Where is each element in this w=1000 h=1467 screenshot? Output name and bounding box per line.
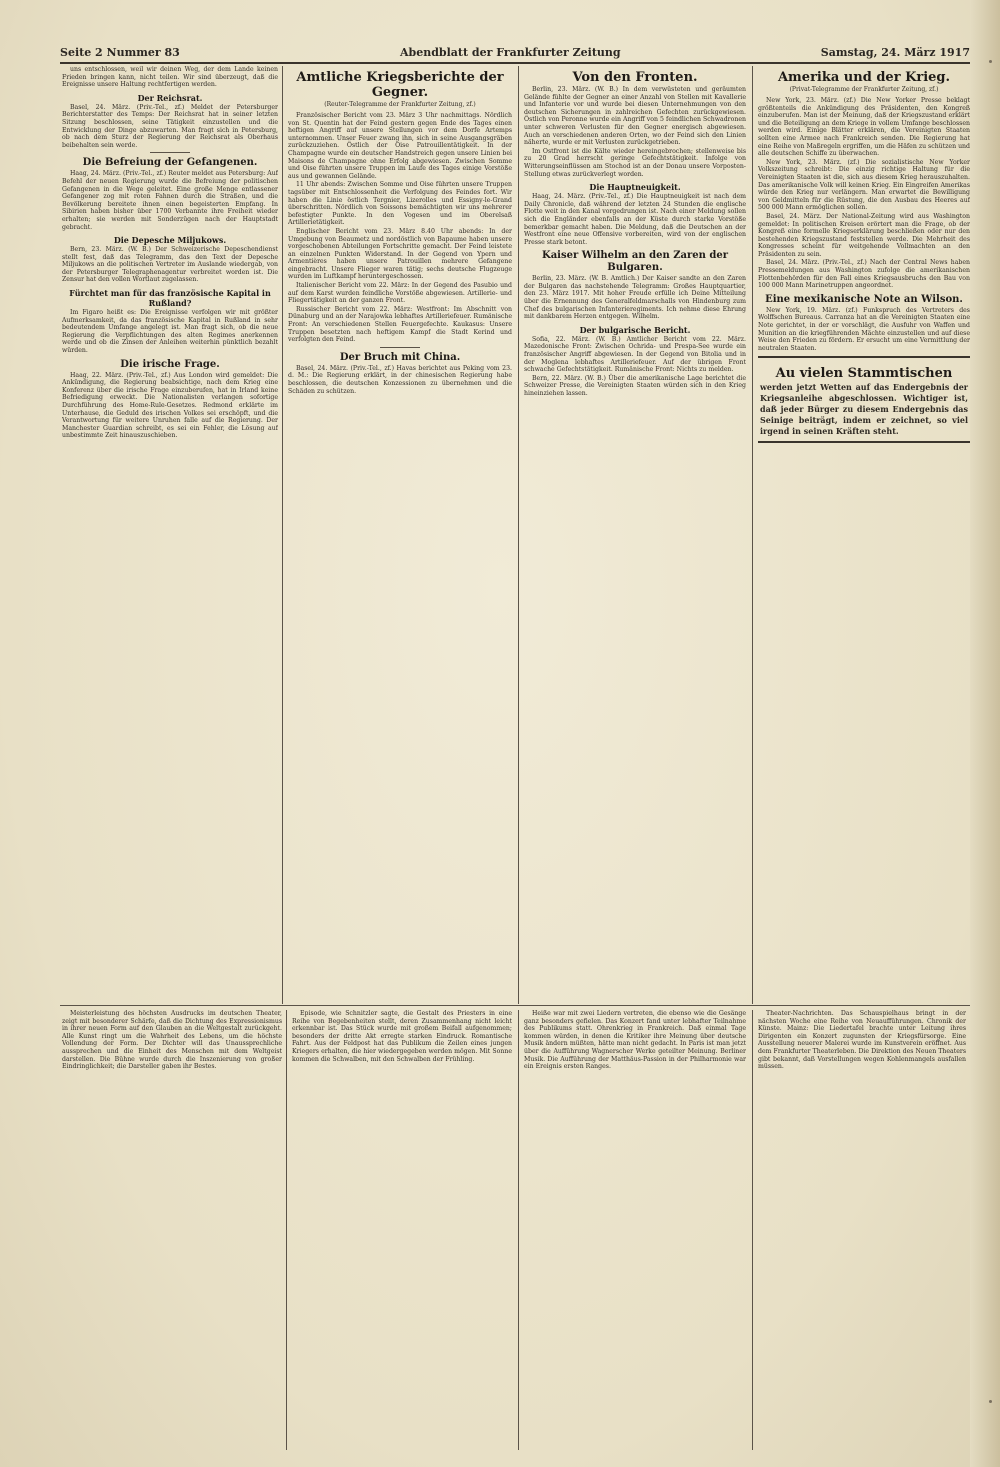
column-divider: [752, 66, 753, 1004]
article-heading: Der Reichsrat.: [137, 92, 203, 103]
article-subheading: (Reuter-Telegramme der Frankfurter Zeitung, zf.): [324, 101, 476, 108]
article-text: Basel, 24. März. (Priv.-Tel., zf.) Havas berichtet aus Peking vom 23. d. M.: Die Regierung erklärt, in der chinesischen Regierung habe beschlossen, die deutschen Konzessionen zu übernehmen und die Schäden zu schützen.: [288, 364, 512, 395]
article-heading: Der bulgarische Bericht.: [579, 324, 691, 335]
article-text: Haag, 24. März. (Priv.-Tel., zf.) Reuter meldet aus Petersburg: Auf Befehl der neuen Regierung wurde die Befreiung der politischen Gefangenen in die Wege geleitet. Eine große Menge entlassener Gefangener zog mit roten Fahnen durch die Straßen, und die Bevölkerung bereitete ihnen einen begeisterten Empfang. In Sibirien haben bisher über 1700 Verbannte ihre Freiheit wieder erhalten; sie werden mit Sonderzügen nach der Hauptstadt gebracht.: [62, 170, 278, 231]
war-loan-notice: [758, 356, 970, 443]
article-text: Berlin, 23. März. (W. B. Amtlich.) Der Kaiser sandte an den Zaren der Bulgaren das nachstehende Telegramm: Großes Hauptquartier, den 23. März 1917. Mit hoher Freude erfülle ich Deine Mitteilung über die Ernennung des Generalfeldmarschalls von Hindenburg zum Chef des bulgarischen Infanterieregiments. Ich nehme diese Ehrung mit dankbarem Herzen entgegen. Wilhelm.: [524, 275, 746, 321]
feuilleton-column-2: [292, 1010, 512, 1450]
binding-hole: [989, 1400, 992, 1403]
article-text: Russischer Bericht vom 22. März: Westfront: Im Abschnitt von Dünaburg und an der Narajowka lebhaftes Artilleriefeuer. Rumänische Front: An verschiedenen Stellen Feuergefechte. Kaukasus: Unsere Truppen besetzten nach heftigem Kampf die Stadt Kerind und verfolgten den Feind.: [288, 305, 512, 344]
article-text: Haag, 24. März. (Priv.-Tel., zf.) Die Hauptneuigkeit ist nach dem Daily Chronicle, daß während der letzten 24 Stunden die englische Flotte weit in den Kanal vorgedrungen ist. Nach einer Meldung sollen sich die Engländer ebenfalls an der Küste durch starke Vorstöße bemerkbar gemacht haben. Die Meldung, daß die Deutschen an der Westfront eine neue Offensive vorbereiten, wird von der englischen Presse stark betont.: [524, 193, 746, 246]
article-heading: Eine mexikanische Note an Wilson.: [765, 293, 963, 305]
divider: [150, 152, 190, 153]
feuilleton-column-3: [524, 1010, 746, 1450]
article-text: Im Figaro heißt es: Die Ereignisse verfolgen wir mit größter Aufmerksamkeit, da das französische Kapital in Rußland in sehr bedeutendem Umfange angelegt ist. Man fragt sich, ob die neue Regierung die Verpflichtungen des alten Regimes anerkennen werde und ob die Zinsen der Anleihen weiterhin pünktlich bezahlt würden.: [62, 309, 278, 355]
page-edge: [970, 0, 1000, 1467]
article-heading: Die Befreiung der Gefangenen.: [82, 157, 258, 169]
newspaper-title: Abendblatt der Frankfurter Zeitung: [400, 46, 621, 59]
article-text: Berlin, 23. März. (W. B.) In dem verwüsteten und geräumten Gelände fühlte der Gegner an einer Anzahl von Stellen mit Kavallerie und Infanterie vor und wurde bei diesen Unternehmungen von den deutschen Sicherungen in zahlreichen Gefechten zurückgewiesen. Östlich von Peronne wurde ein Angriff von 5 feindlichen Schwadronen unter schweren Verlusten für den Gegner energisch abgewiesen. Auch an verschiedenen anderen Orten, wo der Feind sich den Linien näherte, wurde er mit Verlusten zurückgetrieben.: [524, 86, 746, 147]
article-heading: Amerika und der Krieg.: [777, 70, 951, 85]
column-2: [288, 66, 512, 1001]
column-divider: [518, 1010, 519, 1450]
article-text: Im Ostfront ist die Kälte wieder hereingebrochen; stellenweise bis zu 20 Grad herrscht geringe Gefechtstätigkeit. Infolge von Witterungseinflüssen am Stochod ist an der Donau unsere Vorposten-Stellung etwas zurückverlegt worden.: [524, 147, 746, 178]
article-subheading: (Privat-Telegramme der Frankfurter Zeitung, zf.): [789, 86, 939, 93]
article-text: Basel, 24. März. (Priv.-Tel., zf.) Nach der Central News haben Pressemeldungen aus Washington zufolge die amerikanischen Flottenbehörden für den Fall eines Kriegsausbruchs den Bau von 100 000 Mann Marinetruppen angeordnet.: [758, 259, 970, 290]
divider: [380, 347, 420, 348]
article-heading: Die irische Frage.: [120, 358, 220, 370]
column-1: [62, 66, 278, 1001]
article-text: Französischer Bericht vom 23. März 3 Uhr nachmittags. Nördlich von St. Quentin hat der Feind gestern gegen Ende des Tages einen heftigen Angriff auf unsere Stellungen vor dem Dorfe Artemps unternommen. Unser Feuer zwang ihn, sich in seine Ausgangsgräben zurückzuziehen. Östlich der Oise Patrouillentätigkeit. In der Champagne wurde ein deutscher Handstreich gegen unsere Linien bei Maisons de Champagne ohne Erfolg abgewiesen. Zwischen Somme und Oise führten unsere Truppen im Laufe des Tages einige Vorstöße aus und gewannen Gelände.: [288, 112, 512, 180]
article-text: New York, 23. März. (zf.) Die sozialistische New Yorker Volkszeitung schreibt: Die einzig richtige Haltung für die Vereinigten Staaten ist die, sich aus diesem Krieg herauszuhalten. Das amerikanische Volk will keinen Krieg. Ein Eingreifen Amerikas würde den Krieg nur verlängern. Man erwartet die Bewilligung von Geldmitteln für die Rüstung, die den Ausbau des Heeres auf 500 000 Mann ermöglichen sollen.: [758, 158, 970, 212]
article-text: Bern, 23. März. (W. B.) Der Schweizerische Depeschendienst stellt fest, daß das Telegramm, das den Text der Depesche Miljukows an die politischen Vertreter im Auslande wiedergab, von der Petersburger Telegraphenagentur verbreitet worden ist. Die Zensur hat den vollen Wortlaut zugelassen.: [62, 246, 278, 284]
column-4: [758, 66, 970, 1001]
article-heading: Von den Fronten.: [572, 70, 698, 85]
issue-date: Samstag, 24. März 1917: [820, 46, 970, 59]
column-divider: [518, 66, 519, 1004]
article-heading: Die Depesche Miljukows.: [113, 235, 227, 246]
feuilleton-column-4: [758, 1010, 966, 1450]
article-text: Heiße war mit zwei Liedern vertreten, die ebenso wie die Gesänge ganz besonders gefielen. Das Konzert fand unter lebhafter Teilnahme des Publikums statt. Ohrenkrieg in Frankreich. Daß einmal Tage kommen würden, in denen die Kritiker ihre Meinung über deutsche Musik ändern müßten, hätte man nicht gedacht. In Paris ist man jetzt über die Aufführung Wagnerscher Werke geteilter Meinung. Berliner Musik. Die Aufführung der Matthäus-Passion in der Philharmonie war ein Ereignis ersten Ranges.: [524, 1010, 746, 1071]
article-text: Meisterleistung des höchsten Ausdrucks im deutschen Theater, zeigt mit besonderer Schärfe, daß die Dichtung des Expressionismus in ihrer neuen Form auf den Glauben an die Weltgestalt zurückgeht. Alle Kunst ringt um die Wahrheit des Lebens, um die höchste Vollendung der Form. Der Dichter will das Unaussprechliche aussprechen und die Einheit des Menschen mit dem Weltgeist darstellen. Die Bühne wurde durch die Inszenierung von großer Eindringlichkeit; die Darsteller gaben ihr Bestes.: [62, 1010, 282, 1071]
article-text: Basel, 24. März. Der National-Zeitung wird aus Washington gemeldet: In politischen Kreisen erörtert man die Frage, ob der Kongreß eine formelle Kriegserklärung beschließen oder nur den bestehenden Kriegszustand feststellen werde. Die Mehrheit des Kongresses scheint für weitgehende Vollmachten an den Präsidenten zu sein.: [758, 212, 970, 258]
article-text: Englischer Bericht vom 23. März 8.40 Uhr abends: In der Umgebung von Beaumetz und nordöstlich von Bapaume haben unsere vorgeschobenen Abteilungen Fortschritte gemacht. Der Feind leistete an einzelnen Punkten Widerstand. In der Gegend von Ypern und Armentières haben unsere Patrouillen mehrere Gefangene eingebracht. Unsere Flieger waren tätig; sechs deutsche Flugzeuge wurden im Luftkampf heruntergeschossen.: [288, 227, 512, 281]
page-number: Seite 2 Nummer 83: [60, 46, 180, 59]
article-text: Bern, 22. März. (W. B.) Über die amerikanische Lage berichtet die Schweizer Presse, die Vereinigten Staaten würden sich in den Krieg hineinziehen lassen.: [524, 374, 746, 397]
feuilleton-column-1: [62, 1010, 282, 1450]
article-text: Basel, 24. März. (Priv.-Tel., zf.) Meldet der Petersburger Berichterstatter des Temps: Der Reichsrat hat in seiner letzten Sitzung beschlossen, seine Tätigkeit einzustellen und die Entwicklung der Dinge abzuwarten. Man fragt sich in Petersburg, ob nach dem Sturz der Regierung der Reichsrat als Oberhaus beibehalten sein werde.: [62, 103, 278, 149]
article-text: uns entschlossen, weil wir deinen Weg, der dem Lande keinen Frieden bringen kann, nicht teilen. Wir sind überzeugt, daß die Ereignisse unsere Haltung rechtfertigen werden.: [62, 66, 278, 89]
article-text: New York, 23. März. (zf.) Die New Yorker Presse beklagt größtenteils die Ankündigung des Präsidenten, den Kongreß einzuberufen. Man ist der Meinung, daß der Kriegszustand erklärt und die Beteiligung an dem Kriege in vollem Umfange beschlossen werden wird. Einige Blätter erklären, die Vereinigten Staaten sollten eine Armee nach Frankreich senden. Die Regierung hat eine Reihe von Maßregeln ergriffen, um die Häfen zu schützen und alle deutschen Schiffe zu überwachen.: [758, 97, 970, 158]
article-text: Episode, wie Schnitzler sagte, die Gestalt des Priesters in eine Reihe von Begebenheiten stellt, deren Zusammenhang nicht leicht erkennbar ist. Das Stück wurde mit großem Beifall aufgenommen; besonders der dritte Akt erregte starken Eindruck. Romantische Fahrt. Aus der Feldpost hat das Publikum die Zeilen eines jungen Kriegers erhalten, die hier wiedergegeben werden mögen. Mit Sonne kommen die Schwalben, mit den Schwalben der Frühling.: [292, 1010, 512, 1063]
article-heading: Kaiser Wilhelm an den Zaren der Bulgaren.: [542, 250, 728, 274]
article-heading: Der Bruch mit China.: [339, 351, 461, 363]
column-divider: [752, 1010, 753, 1450]
column-divider: [282, 66, 283, 1004]
binding-hole: [989, 60, 992, 63]
article-heading: Fürchtet man für das französische Kapital in Rußland?: [69, 288, 271, 309]
column-3: [524, 66, 746, 1001]
article-text: Haag, 22. März. (Priv.-Tel., zf.) Aus London wird gemeldet: Die Ankündigung, die Regierung beabsichtige, nach dem Krieg eine Konferenz über die irische Frage einzuberufen, hat in Irland keine Befriedigung erweckt. Die Nationalisten verlangen sofortige Durchführung des Home-Rule-Gesetzes. Redmond erklärte im Unterhause, die Geduld des irischen Volkes sei erschöpft, und die Verantwortung für weitere Unruhen falle auf die Regierung. Der Manchester Guardian schreibt, es sei ein Fehler, die Lösung auf unbestimmte Zeit hinauszuschieben.: [62, 371, 278, 440]
notice-heading: Au vielen Stammtischen: [775, 366, 953, 382]
article-text: 11 Uhr abends: Zwischen Somme und Oise führten unsere Truppen tagsüber mit Entschlossenheit die Verfolgung des Feindes fort. Wir haben die Linie östlich Tergnier, Lizerolles und Essigny-le-Grand überschritten. Nördlich von Soissons bemächtigten wir uns mehrerer befestigter Punkte. In den Vogesen und im Oberelsaß Artillerietätigkeit.: [288, 181, 512, 227]
article-text: Italienischer Bericht vom 22. März: In der Gegend des Pasubio und auf dem Karst wurden feindliche Vorstöße abgewiesen. Artillerie- und Fliegertätigkeit an der ganzen Front.: [288, 282, 512, 305]
article-heading: Amtliche Kriegsberichte der Gegner.: [296, 70, 504, 100]
column-divider: [286, 1010, 287, 1450]
article-heading: Die Hauptneuigkeit.: [589, 182, 681, 193]
article-text: Theater-Nachrichten. Das Schauspielhaus bringt in der nächsten Woche eine Reihe von Neuaufführungen. Chronik der Künste. Mainz: Die Liedertafel brachte unter Leitung ihres Dirigenten ein Konzert zugunsten der Kriegsfürsorge. Eine Ausstellung neuerer Malerei wurde im Kunstverein eröffnet. Aus dem Frankfurter Theaterleben. Die Direktion des Neuen Theaters gibt bekannt, daß Vorstellungen wegen Kohlenmangels ausfallen müssen.: [758, 1010, 966, 1071]
masthead: [60, 44, 970, 64]
article-text: Sofia, 22. März. (W. B.) Amtlicher Bericht vom 22. März. Mazedonische Front: Zwischen Ochrida- und Prespa-See wurde ein französischer Angriff abgewiesen. In der Gegend von Bitolia und in der Moglena lebhaftes Artilleriefeuer. Auf der übrigen Front schwache Gefechtstätigkeit. Rumänische Front: Nichts zu melden.: [524, 335, 746, 374]
article-text: New York, 19. März. (zf.) Funkspruch des Vertreters des Wolffschen Bureaus. Carranza hat an die Vereinigten Staaten eine Note gerichtet, in der er vorschlägt, die Ausfuhr von Waffen und Munition an die kriegführenden Mächte einzustellen und auf diese Weise den Frieden zu fördern. Er ersucht um eine Vermittlung der neutralen Staaten.: [758, 306, 970, 352]
feuilleton-divider: [60, 1005, 970, 1006]
notice-text: werden jetzt Wetten auf das Endergebnis der Kriegsanleihe abgeschlossen. Wichtiger ist, daß jeder Bürger zu diesem Endergebnis das Seinige beiträgt, indem er zeichnet, so viel irgend in seinen Kräften steht.: [760, 382, 968, 437]
